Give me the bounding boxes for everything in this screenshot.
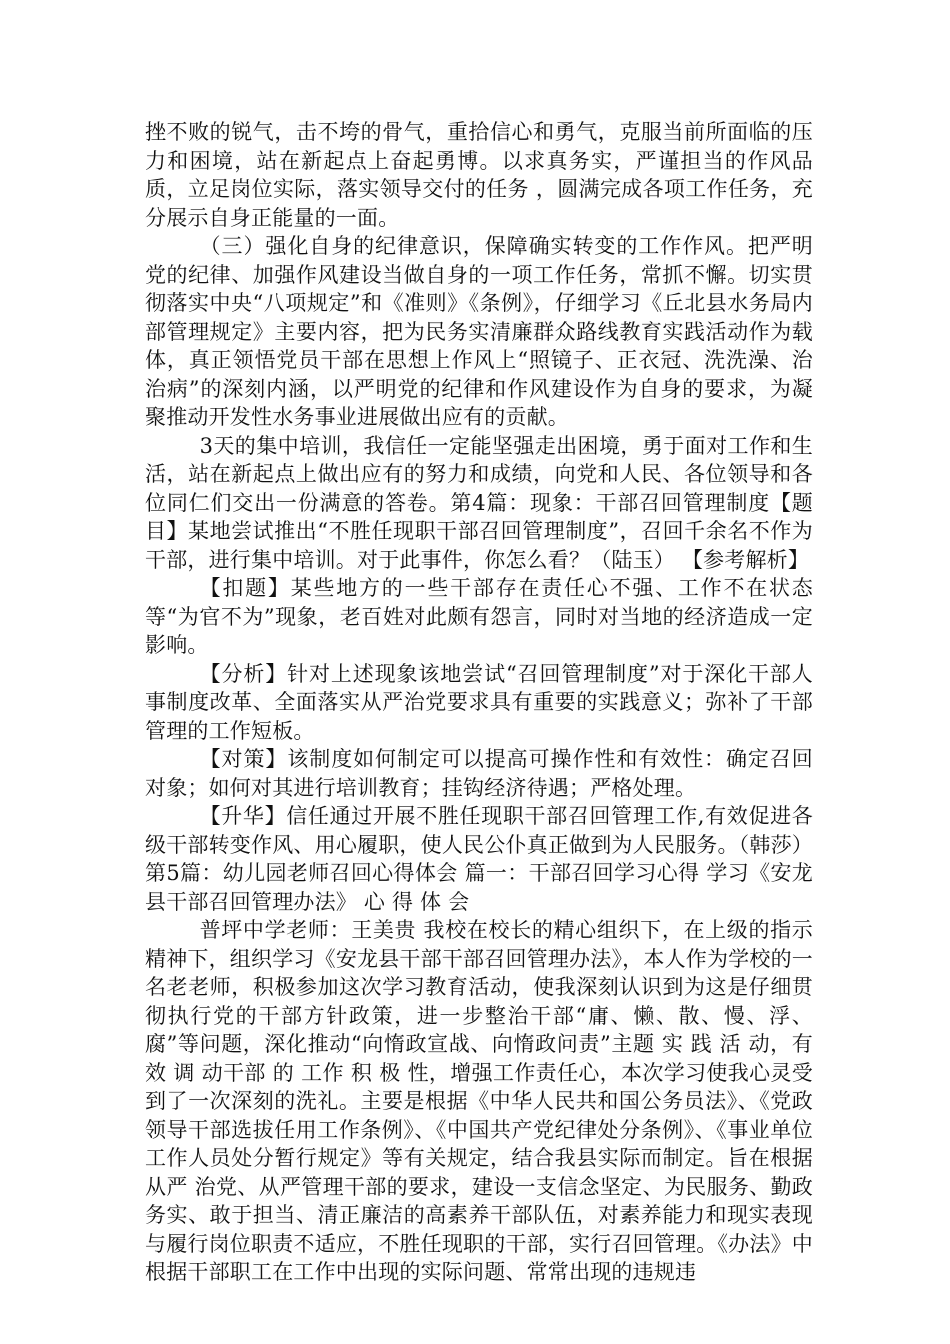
paragraph-teacher-reflection: 普坪中学老师：王美贵 我校在校长的精心组织下，在上级的指示精神下，组织学习《安龙县干部干部召回管理办法》，本人作为学校的一名老老师，积极参加这次学习教育活动，使我深刻认识到为这是仔细贯彻执行党的干部方针政策，进一步整治干部“庸、懒、散、慢、浮、腐”等问题，深化推动“向惰政宣战、向惰政问责”主题 实 践 活 动，有 效 调 动干部 的 工作 积 极 性，增强工作责任心，本次学习使我心灵受到了一次深刻的洗礼。主要是根据《中华人民共和国公务员法》、《党政领导干部选拔任用工作条例》、《中国共产党纪律处分条例》、《事业单位工作人员处分暂行规定》等有关规定，结合我县实际而制定。旨在根据从严 治党、从严管理干部的要求，建设一支信念坚定、为民服务、勤政务实、敢于担当、清正廉洁的高素养干部队伍，对素养能力和现实表现与履行岗位职责不适应，不胜任现职的干部，实行召回管理。《办法》中根据干部职工在工作中出现的实际问题、常常出现的违规违 [145,918,813,1284]
paragraph-discipline: （三）强化自身的纪律意识，保障确实转变的工作作风。把严明党的纪律、加强作风建设当做自身的一项工作任务，常抓不懈。切实贯彻落实中央“八项规定”和《准则》《条例》，仔细学习《丘北县水务局内部管理规定》主要内容，把为民务实清廉群众路线教育实践活动作为载体，真正领悟党员干部在思想上作风上“照镜子、正衣冠、洗洗澡、治治病”的深刻内涵，以严明党的纪律和作风建设作为自身的要求，为凝聚推动开发性水务事业进展做出应有的贡献。 [145,234,813,429]
paragraph-continuation: 挫不败的锐气，击不垮的骨气，重拾信心和勇气，克服当前所面临的压力和困境，站在新起点上奋起勇博。以求真务实，严谨担当的作风品质，立足岗位实际，落实领导交付的任务 ，圆满完成各项工作任务，充分展示自身正能量的一面。 [145,120,813,230]
paragraph-countermeasure: 【对策】该制度如何制定可以提高可操作性和有效性：确定召回对象；如何对其进行培训教育；挂钩经济待遇；严格处理。 [145,747,813,800]
paragraph-topic: 【扣题】某些地方的一些干部存在责任心不强、工作不在状态等“为官不为”现象，老百姓对此颇有怨言，同时对当地的经济造成一定影响。 [145,576,813,657]
document-body [145,118,813,1287]
paragraph-analysis: 【分析】针对上述现象该地尝试“召回管理制度”对于深化干部人事制度改革、全面落实从严治党要求具有重要的实践意义；弥补了干部管理的工作短板。 [145,661,813,743]
paragraph-sublimation: 【升华】信任通过开展不胜任现职干部召回管理工作,有效促进各级干部转变作风、用心履职，使人民公仆真正做到为人民服务。（韩莎）第5篇：幼儿园老师召回心得体会 篇一：干部召回学习心得 学习《安龙县干部召回管理办法》 心 得 体 会 [145,804,813,914]
paragraph-training-summary: 3天的集中培训，我信任一定能坚强走出困境，勇于面对工作和生活，站在新起点上做出应有的努力和成绩，向党和人民、各位领导和各位同仁们交出一份满意的答卷。第4篇：现象：干部召回管理制度【题目】某地尝试推出“不胜任现职干部召回管理制度”，召回千余名不作为干部，进行集中培训。对于此事件，你怎么看？（陆玉） 【参考解析】 [145,433,813,572]
